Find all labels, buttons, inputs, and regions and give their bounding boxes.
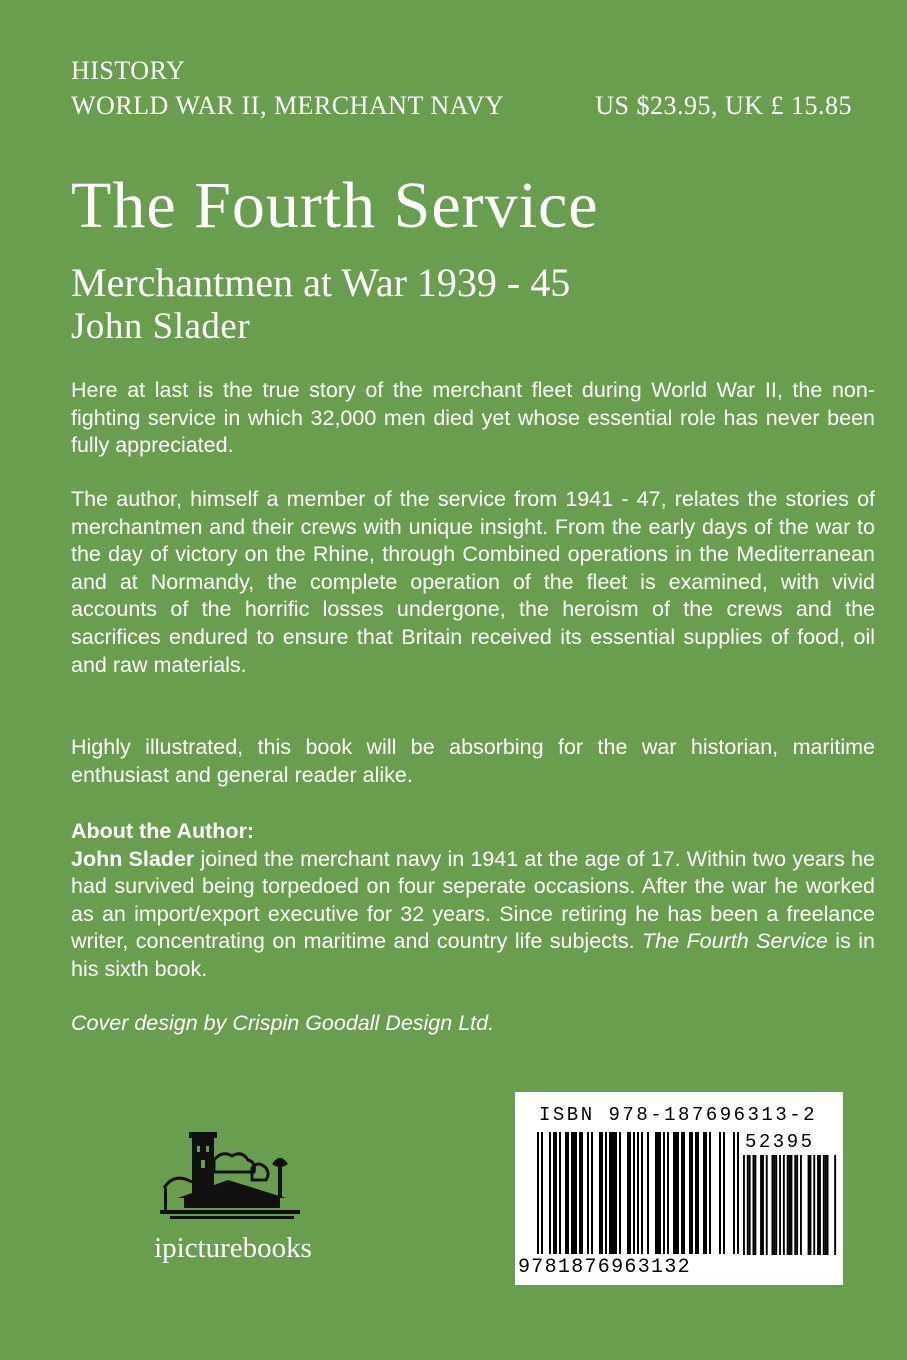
barcode-addon-bar: [808, 1155, 810, 1255]
barcode-addon-bar: [810, 1155, 812, 1255]
barcode-bar: [629, 1132, 631, 1254]
barcode-bar: [601, 1132, 603, 1254]
barcode-addon-bar: [762, 1155, 764, 1255]
barcode-bar: [695, 1132, 697, 1254]
barcode-bar: [655, 1132, 657, 1254]
barcode-bar: [697, 1132, 699, 1254]
barcode-addon-bar: [760, 1155, 762, 1255]
barcode-bar: [549, 1132, 551, 1254]
barcode-bar: [609, 1132, 611, 1254]
about-author-name: John Slader: [71, 846, 195, 871]
about-author-text: [71, 847, 875, 981]
barcode-addon-bar: [747, 1155, 749, 1255]
barcode-bar: [605, 1132, 607, 1254]
barcode-addon-bar: [796, 1155, 798, 1255]
cover-credit: Cover design by Crispin Goodall Design Ltd.: [71, 1011, 495, 1035]
barcode-bar: [587, 1132, 589, 1254]
barcode-bar: [703, 1132, 705, 1254]
barcode-bar: [691, 1132, 693, 1254]
barcode-bar: [575, 1132, 577, 1254]
barcode-addon-bar: [800, 1155, 802, 1255]
barcode-bar: [541, 1132, 543, 1254]
barcode-bar: [681, 1132, 683, 1254]
barcode-bar: [555, 1132, 557, 1254]
barcode-addon-bar: [779, 1155, 781, 1255]
barcode-bar: [641, 1132, 643, 1254]
barcode-bar: [675, 1132, 677, 1254]
category-history: HISTORY: [71, 56, 186, 85]
barcode-bar: [627, 1132, 629, 1254]
barcode-bar: [647, 1132, 649, 1254]
barcode-bar: [591, 1132, 593, 1254]
barcode-addon-bar: [817, 1155, 819, 1255]
barcode-addon-bar: [753, 1155, 755, 1255]
book-subtitle: Merchantmen at War 1939 - 45: [71, 260, 571, 305]
barcode-addon-bar: [827, 1155, 829, 1255]
barcode-addon-bar: [787, 1155, 789, 1255]
barcode-addon-bar: [766, 1155, 768, 1255]
tower-farm-logo-icon: [158, 1128, 308, 1224]
barcode-bar: [689, 1132, 691, 1254]
about-author-section: [71, 818, 875, 984]
barcode-bar: [637, 1132, 639, 1254]
barcode-bar: [553, 1132, 555, 1254]
barcode-bar: [567, 1132, 569, 1254]
barcode-bar: [733, 1132, 735, 1254]
barcode-bar: [565, 1132, 567, 1254]
about-author-text-1: joined the merchant navy in 1941 at the age of 17. Within two years he had survived being torpedoed on four seperate occasions. After the war he worked as an import/export executive for 32 years. Since retiring he has been a freelance writer, concentrating on maritime and country life subjects.: [71, 846, 875, 954]
barcode-bar: [705, 1132, 707, 1254]
barcode-bar: [579, 1132, 581, 1254]
barcode-bar: [537, 1132, 539, 1254]
barcode-addon-bar: [819, 1155, 821, 1255]
barcode-addon-bar: [749, 1155, 751, 1255]
barcode-bar: [659, 1132, 661, 1254]
blurb-paragraph-3: Highly illustrated, this book will be absorbing for the war historian, maritime enthusiast and general reader alike.: [71, 735, 875, 787]
barcode-bar: [613, 1132, 615, 1254]
about-author-book-ref: The Fourth Service: [642, 929, 828, 954]
barcode-bar: [737, 1132, 739, 1254]
barcode-addon-bar: [791, 1155, 793, 1255]
barcode-bar: [683, 1132, 685, 1254]
price-label: US $23.95, UK £ 15.85: [595, 91, 852, 120]
barcode-bar: [619, 1132, 621, 1254]
blurb-paragraph-1: Here at last is the true story of the merchant fleet during World War II, the non-fighting service in which 32,000 men died yet whose essential role has never been fully appreciated.: [71, 378, 875, 458]
publisher-name: ipicturebooks: [154, 1232, 312, 1264]
barcode-bar: [709, 1132, 711, 1254]
barcode-addon-bar: [825, 1155, 827, 1255]
book-author: John Slader: [71, 306, 251, 347]
about-author-heading: About the Author:: [71, 819, 255, 843]
about-author-text-2: is in his sixth book.: [71, 929, 875, 981]
barcode-bar: [615, 1132, 617, 1254]
barcode-addon-bar: [823, 1155, 825, 1255]
barcode-addon-bar: [813, 1155, 815, 1255]
barcode-addon-bar: [789, 1155, 791, 1255]
barcode-bar: [633, 1132, 635, 1254]
barcode-digits: 9781876963132: [518, 1256, 691, 1279]
barcode-price-code: 52395: [745, 1131, 815, 1153]
barcode-bar: [657, 1132, 659, 1254]
isbn-barcode: [515, 1092, 843, 1285]
barcode-addon-bar: [794, 1155, 796, 1255]
barcode-bar: [573, 1132, 575, 1254]
barcode-bar: [719, 1132, 721, 1254]
barcode-bar: [723, 1132, 725, 1254]
barcode-addon-bar: [754, 1155, 756, 1255]
barcode-addon-bar: [773, 1155, 775, 1255]
category-subject: WORLD WAR II, MERCHANT NAVY: [71, 91, 505, 120]
barcode-bar: [581, 1132, 583, 1254]
barcode-bar: [571, 1132, 573, 1254]
barcode-addon-bar: [834, 1155, 836, 1255]
barcode-addon-bar: [743, 1155, 745, 1255]
barcode-bar: [611, 1132, 613, 1254]
barcode-bar: [599, 1132, 601, 1254]
book-title: The Fourth Service: [71, 169, 599, 242]
barcode-addon-bar: [772, 1155, 774, 1255]
barcode-addon-bar: [783, 1155, 785, 1255]
barcode-bar: [677, 1132, 679, 1254]
barcode-addon-bar: [775, 1155, 777, 1255]
isbn-label: ISBN 978-187696313-2: [539, 1104, 818, 1126]
blurb-paragraph-2: The author, himself a member of the service from 1941 - 47, relates the stories of merchantmen and their crews with unique insight. From the early days of the war to the day of victory on the Rhine, through Combined operations in the Mediterranean and at Normandy, the complete operation of the fleet is examined, with vivid accounts of the horrific losses undergone, the heroism of the crews and the sacrifices endured to ensure that Britain received its essential supplies of food, oil and raw materials.: [71, 487, 875, 677]
barcode-bar: [663, 1132, 665, 1254]
barcode-bar: [667, 1132, 669, 1254]
barcode-bar: [559, 1132, 561, 1254]
barcode-bar: [673, 1132, 675, 1254]
